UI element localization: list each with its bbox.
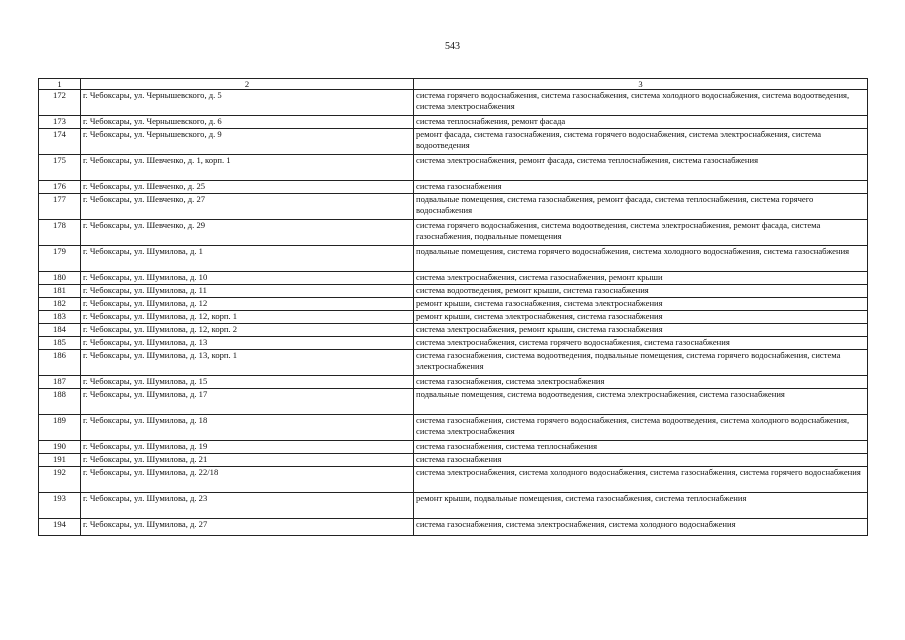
table-row xyxy=(39,272,868,285)
table-row xyxy=(39,155,868,181)
address-cell: г. Чебоксары, ул. Шумилова, д. 12 xyxy=(81,298,414,311)
address-cell: г. Чебоксары, ул. Шумилова, д. 15 xyxy=(81,376,414,389)
row-number-cell: 173 xyxy=(39,116,81,129)
table-row xyxy=(39,298,868,311)
address-cell: г. Чебоксары, ул. Чернышевского, д. 5 xyxy=(81,90,414,116)
table-row xyxy=(39,311,868,324)
works-cell: система водоотведения, ремонт крыши, система газоснабжения xyxy=(414,285,868,298)
table-row xyxy=(39,376,868,389)
address-cell: г. Чебоксары, ул. Чернышевского, д. 9 xyxy=(81,129,414,155)
row-number-cell: 185 xyxy=(39,337,81,350)
row-number-cell: 177 xyxy=(39,194,81,220)
row-number-cell: 183 xyxy=(39,311,81,324)
table-body xyxy=(39,90,868,536)
row-number-cell: 193 xyxy=(39,493,81,519)
address-cell: г. Чебоксары, ул. Шумилова, д. 19 xyxy=(81,441,414,454)
address-cell: г. Чебоксары, ул. Шумилова, д. 27 xyxy=(81,519,414,536)
works-cell: ремонт крыши, подвальные помещения, система газоснабжения, система теплоснабжения xyxy=(414,493,868,519)
works-cell: система электроснабжения, ремонт крыши, система газоснабжения xyxy=(414,324,868,337)
row-number-cell: 189 xyxy=(39,415,81,441)
table-row xyxy=(39,441,868,454)
row-number-cell: 178 xyxy=(39,220,81,246)
table-row xyxy=(39,194,868,220)
row-number-cell: 194 xyxy=(39,519,81,536)
works-cell: система электроснабжения, система горячего водоснабжения, система газоснабжения xyxy=(414,337,868,350)
row-number-cell: 192 xyxy=(39,467,81,493)
works-cell: система горячего водоснабжения, система газоснабжения, система холодного водоснабжения, система водоотведения, система электроснабжения xyxy=(414,90,868,116)
table-row xyxy=(39,519,868,536)
works-cell: подвальные помещения, система горячего водоснабжения, система холодного водоснабжения, система газоснабжения xyxy=(414,246,868,272)
address-cell: г. Чебоксары, ул. Шумилова, д. 23 xyxy=(81,493,414,519)
table-header-row xyxy=(39,79,868,90)
row-number-cell: 186 xyxy=(39,350,81,376)
row-number-cell: 180 xyxy=(39,272,81,285)
works-table xyxy=(38,78,868,536)
works-cell: система газоснабжения xyxy=(414,454,868,467)
table-row xyxy=(39,324,868,337)
works-cell: ремонт крыши, система электроснабжения, система газоснабжения xyxy=(414,311,868,324)
row-number-cell: 176 xyxy=(39,181,81,194)
address-cell: г. Чебоксары, ул. Шумилова, д. 11 xyxy=(81,285,414,298)
table-row xyxy=(39,350,868,376)
table-row xyxy=(39,493,868,519)
row-number-cell: 188 xyxy=(39,389,81,415)
address-cell: г. Чебоксары, ул. Шумилова, д. 18 xyxy=(81,415,414,441)
row-number-cell: 175 xyxy=(39,155,81,181)
column-header-number: 1 xyxy=(39,79,81,90)
row-number-cell: 182 xyxy=(39,298,81,311)
row-number-cell: 187 xyxy=(39,376,81,389)
works-cell: система газоснабжения, система электроснабжения xyxy=(414,376,868,389)
works-cell: ремонт фасада, система газоснабжения, система горячего водоснабжения, система электроснабжения, система водоотведения xyxy=(414,129,868,155)
table-row xyxy=(39,337,868,350)
works-cell: подвальные помещения, система водоотведения, система электроснабжения, система газоснабжения xyxy=(414,389,868,415)
table-row xyxy=(39,389,868,415)
works-cell: система электроснабжения, система газоснабжения, ремонт крыши xyxy=(414,272,868,285)
address-cell: г. Чебоксары, ул. Шумилова, д. 13, корп. 1 xyxy=(81,350,414,376)
works-cell: система газоснабжения, система горячего водоснабжения, система водоотведения, система холодного водоснабжения, система электроснабжения xyxy=(414,415,868,441)
page-number: 543 xyxy=(445,41,460,52)
works-cell: система газоснабжения xyxy=(414,181,868,194)
table-row xyxy=(39,116,868,129)
works-cell: система теплоснабжения, ремонт фасада xyxy=(414,116,868,129)
row-number-cell: 190 xyxy=(39,441,81,454)
table-row xyxy=(39,467,868,493)
table-row xyxy=(39,454,868,467)
works-cell: система горячего водоснабжения, система водоотведения, система электроснабжения, ремонт фасада, система газоснабжения, подвальные помещения xyxy=(414,220,868,246)
address-cell: г. Чебоксары, ул. Шумилова, д. 22/18 xyxy=(81,467,414,493)
address-cell: г. Чебоксары, ул. Шумилова, д. 17 xyxy=(81,389,414,415)
address-cell: г. Чебоксары, ул. Шевченко, д. 25 xyxy=(81,181,414,194)
table-row xyxy=(39,415,868,441)
row-number-cell: 179 xyxy=(39,246,81,272)
address-cell: г. Чебоксары, ул. Шумилова, д. 12, корп. 1 xyxy=(81,311,414,324)
table-row xyxy=(39,220,868,246)
table-row xyxy=(39,90,868,116)
works-cell: система электроснабжения, система холодного водоснабжения, система газоснабжения, система горячего водоснабжения xyxy=(414,467,868,493)
address-cell: г. Чебоксары, ул. Шевченко, д. 27 xyxy=(81,194,414,220)
works-cell: система газоснабжения, система теплоснабжения xyxy=(414,441,868,454)
works-cell: подвальные помещения, система газоснабжения, ремонт фасада, система теплоснабжения, система горячего водоснабжения xyxy=(414,194,868,220)
row-number-cell: 174 xyxy=(39,129,81,155)
column-header-works: 3 xyxy=(414,79,868,90)
row-number-cell: 181 xyxy=(39,285,81,298)
table-row xyxy=(39,285,868,298)
address-cell: г. Чебоксары, ул. Шумилова, д. 1 xyxy=(81,246,414,272)
address-cell: г. Чебоксары, ул. Чернышевского, д. 6 xyxy=(81,116,414,129)
table-row xyxy=(39,181,868,194)
column-header-address: 2 xyxy=(81,79,414,90)
address-cell: г. Чебоксары, ул. Шевченко, д. 29 xyxy=(81,220,414,246)
table-row xyxy=(39,246,868,272)
works-cell: ремонт крыши, система газоснабжения, система электроснабжения xyxy=(414,298,868,311)
works-cell: система газоснабжения, система водоотведения, подвальные помещения, система горячего водоснабжения, система электроснабжения xyxy=(414,350,868,376)
address-cell: г. Чебоксары, ул. Шумилова, д. 10 xyxy=(81,272,414,285)
row-number-cell: 191 xyxy=(39,454,81,467)
table-row xyxy=(39,129,868,155)
row-number-cell: 184 xyxy=(39,324,81,337)
address-cell: г. Чебоксары, ул. Шумилова, д. 12, корп. 2 xyxy=(81,324,414,337)
address-cell: г. Чебоксары, ул. Шумилова, д. 13 xyxy=(81,337,414,350)
address-cell: г. Чебоксары, ул. Шевченко, д. 1, корп. 1 xyxy=(81,155,414,181)
works-cell: система электроснабжения, ремонт фасада, система теплоснабжения, система газоснабжения xyxy=(414,155,868,181)
row-number-cell: 172 xyxy=(39,90,81,116)
address-cell: г. Чебоксары, ул. Шумилова, д. 21 xyxy=(81,454,414,467)
works-cell: система газоснабжения, система электроснабжения, система холодного водоснабжения xyxy=(414,519,868,536)
